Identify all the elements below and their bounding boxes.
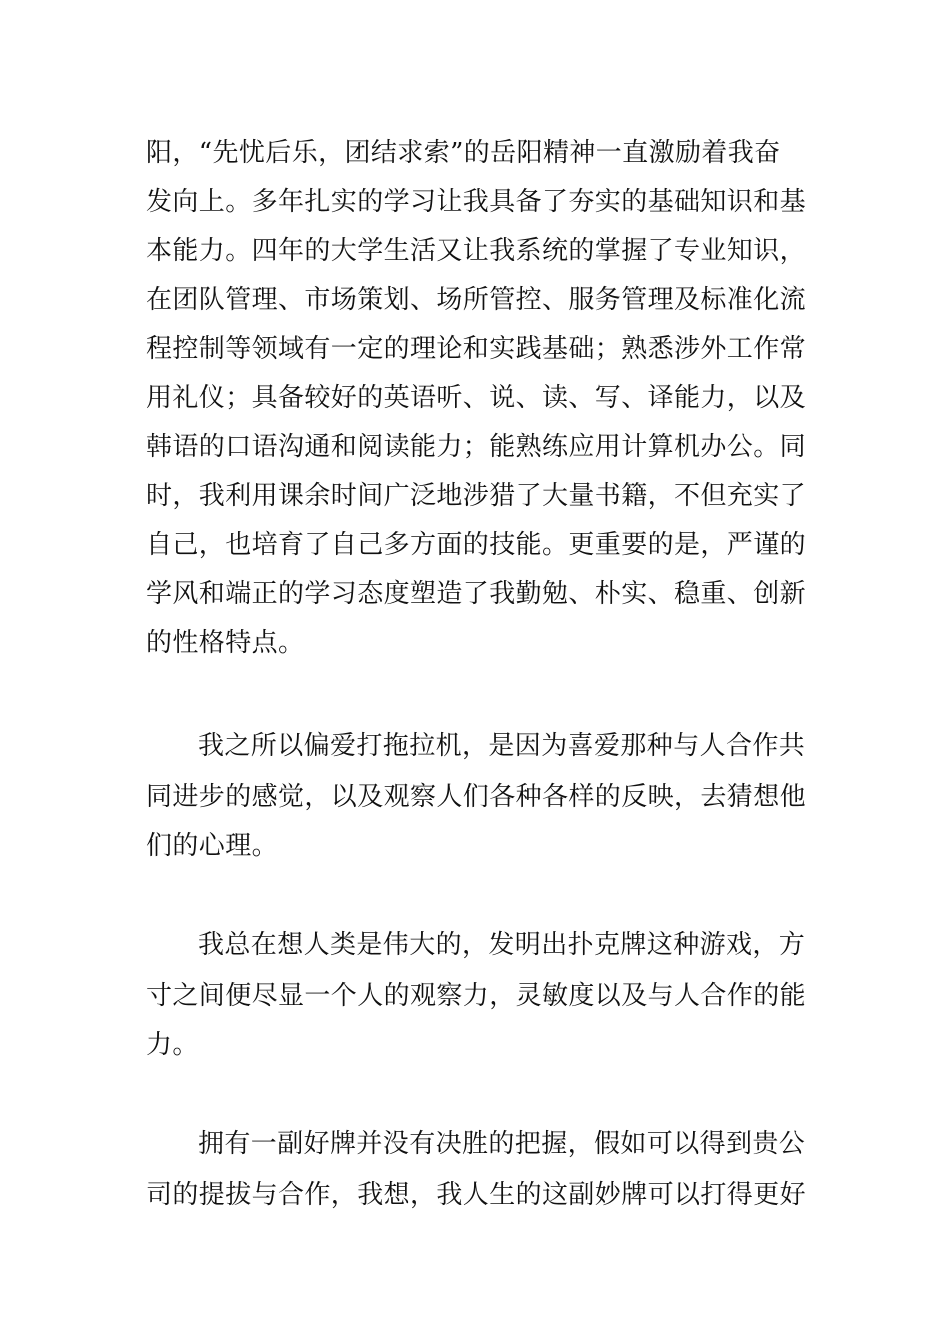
paragraph-line: 拥有一副好牌并没有决胜的把握，假如可以得到贵公 [198, 1129, 806, 1159]
paragraph-line: 司的提拔与合作，我想，我人生的这副妙牌可以打得更好 [146, 1180, 807, 1210]
paragraph-line: 自己，也培育了自己多方面的技能。更重要的是，严谨的 [146, 530, 807, 560]
paragraph-line: 的性格特点。 [146, 628, 305, 658]
paragraph-line: 本能力。四年的大学生活又让我系统的掌握了专业知识， [146, 236, 807, 266]
paragraph-line: 寸之间便尽显一个人的观察力，灵敏度以及与人合作的能 [146, 981, 807, 1011]
paragraph-line: 我总在想人类是伟大的，发明出扑克牌这种游戏，方 [198, 930, 806, 960]
paragraph-line: 韩语的口语沟通和阅读能力；能熟练应用计算机办公。同 [146, 432, 807, 462]
paragraph-line: 阳，“先忧后乐，团结求索”的岳阳精神一直激励着我奋 [146, 138, 781, 168]
paragraph-line: 发向上。多年扎实的学习让我具备了夯实的基础知识和基 [146, 187, 807, 217]
paragraph-line: 用礼仪；具备较好的英语听、说、读、写、译能力，以及 [146, 383, 807, 413]
paragraph-line: 程控制等领域有一定的理论和实践基础；熟悉涉外工作常 [146, 334, 807, 364]
paragraph-line: 同进步的感觉，以及观察人们各种各样的反映，去猜想他 [146, 782, 807, 812]
paragraph-line: 我之所以偏爱打拖拉机，是因为喜爱那种与人合作共 [198, 731, 806, 761]
paragraph-line: 在团队管理、市场策划、场所管控、服务管理及标准化流 [146, 285, 807, 315]
paragraph-line: 时，我利用课余时间广泛地涉猎了大量书籍，不但充实了 [146, 481, 807, 511]
paragraph-line: 学风和端正的学习态度塑造了我勤勉、朴实、稳重、创新 [146, 579, 807, 609]
paragraph-line: 力。 [146, 1030, 199, 1060]
paragraph-line: 们的心理。 [146, 831, 279, 861]
